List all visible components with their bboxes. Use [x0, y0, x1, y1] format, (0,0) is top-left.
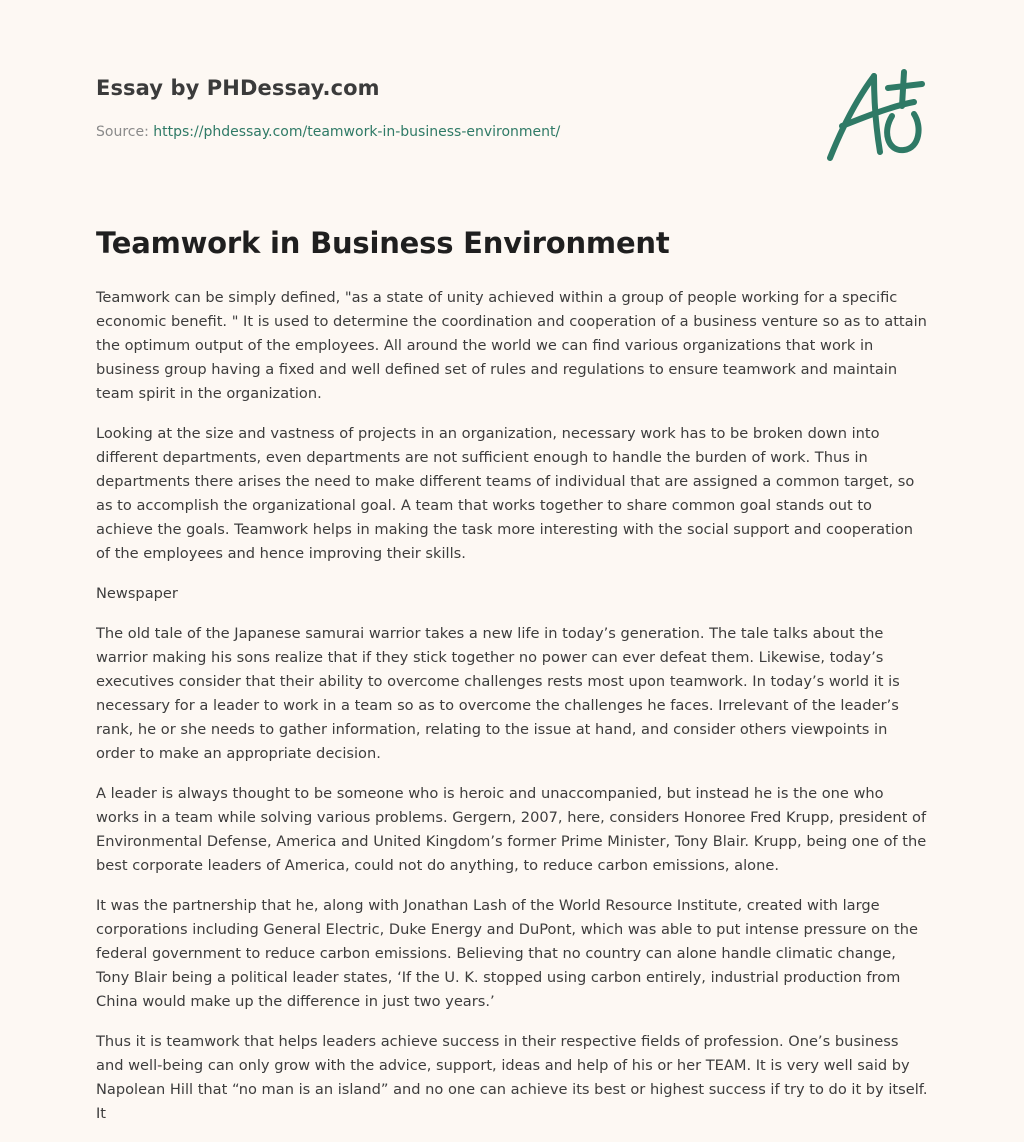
source-label: Source: [96, 124, 149, 140]
paragraph: A leader is always thought to be someone who is heroic and unaccompanied, but instead he is the one who works in a team while solving various problems. Gergern, 2007, here, considers Honoree Fred Krupp, president of Environmental Defense, America and United Kingdom’s former Prime Minister, Tony Blair. Krupp, being one of the best corporate leaders of America, could not do anything, to reduce carbon emissions, alone. [96, 785, 927, 874]
paragraph: Newspaper [96, 585, 178, 602]
source-link[interactable]: https://phdessay.com/teamwork-in-business-environment/ [153, 124, 561, 140]
paragraph: It was the partnership that he, along with Jonathan Lash of the World Resource Institute, created with large corporations including General Electric, Duke Energy and DuPont, which was able to put intense pressure on the federal government to reduce carbon emissions. Believing that no country can alone handle climatic change, Tony Blair being a political leader states, ‘If the U. K. stopped using carbon entirely, industrial production from China would make up the difference in just two years.’ [96, 897, 918, 1010]
site-brand[interactable]: Essay by PHDessay.com [96, 76, 380, 100]
paragraph: Thus it is teamwork that helps leaders achieve success in their respective fields of profession. One’s business and well-being can only grow with the advice, support, ideas and help of his or her TEAM. It is very well said by Napolean Hill that “no man is an island” and no one can achieve its best or highest success if try to do it by itself. It [96, 1033, 928, 1122]
paragraph: The old tale of the Japanese samurai warrior takes a new life in today’s generation. The tale talks about the warrior making his sons realize that if they stick together no power can ever defeat them. Likewise, today’s executives consider that their ability to overcome challenges rests most upon teamwork. In today’s world it is necessary for a leader to work in a team so as to overcome the challenges he faces. Irrelevant of the leader’s rank, he or she needs to gather information, relating to the issue at hand, and consider others viewpoints in order to make an appropriate decision. [96, 625, 900, 762]
paragraph: Looking at the size and vastness of projects in an organization, necessary work has to be broken down into different departments, even departments are not sufficient enough to handle the burden of work. Thus in departments there arises the need to make different teams of individual that are assigned a common target, so as to accomplish the organizational goal. A team that works together to share common goal stands out to achieve the goals. Teamwork helps in making the task more interesting with the social support and cooperation of the employees and hence improving their skills. [96, 425, 915, 562]
essay-title: Teamwork in Business Environment [96, 226, 670, 260]
essay-body [96, 286, 930, 1142]
a-plus-grade-icon [822, 66, 932, 166]
paragraph: Teamwork can be simply defined, "as a state of unity achieved within a group of people working for a specific economic benefit. " It is used to determine the coordination and cooperation of a business venture so as to attain the optimum output of the employees. All around the world we can find various organizations that work in business group having a fixed and well defined set of rules and regulations to ensure teamwork and maintain team spirit in the organization. [96, 289, 927, 402]
source-line [96, 124, 560, 140]
